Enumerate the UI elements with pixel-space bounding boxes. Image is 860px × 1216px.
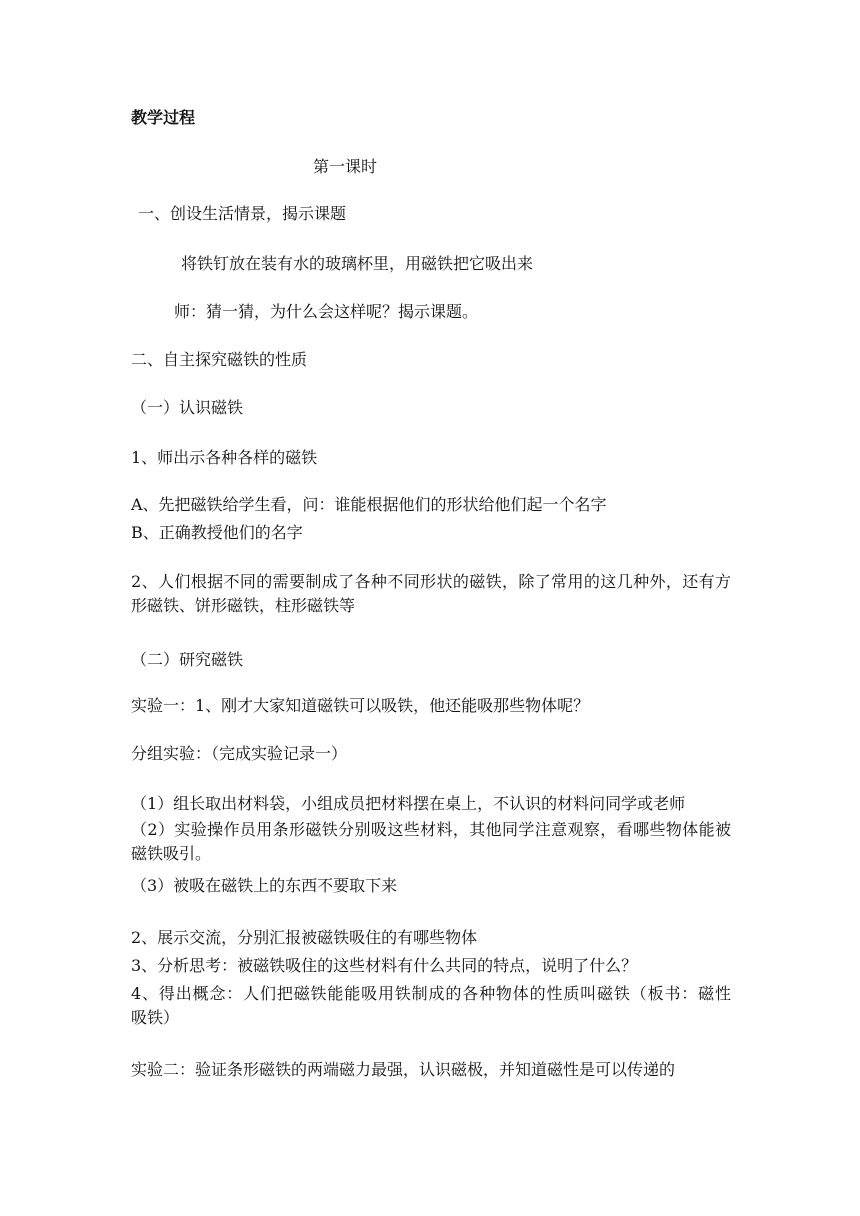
item1: 1、师出示各种各样的磁铁 <box>131 448 318 467</box>
item1-a: A、先把磁铁给学生看，问：谁能根据他们的形状给他们起一个名字 <box>131 495 607 514</box>
subsection2-title: （二）研究磁铁 <box>131 650 244 669</box>
section1-line1: 将铁钉放在装有水的玻璃杯里，用磁铁把它吸出来 <box>181 254 534 273</box>
item1-b: B、正确教授他们的名字 <box>131 523 303 542</box>
item2: 2、人们根据不同的需要制成了各种不同形状的磁铁，除了常用的这几种外，还有方形磁铁、饼形磁铁，柱形磁铁等 <box>131 572 731 615</box>
section2-title: 二、自主探究磁铁的性质 <box>131 350 308 369</box>
step1: （1）组长取出材料袋，小组成员把材料摆在桌上，不认识的材料问同学或老师 <box>131 794 686 813</box>
session-title: 第一课时 <box>313 157 378 176</box>
experiment1: 实验一：1、刚才大家知道磁铁可以吸铁，他还能吸那些物体呢？ <box>131 696 590 715</box>
section1-line2: 师：猜一猜，为什么会这样呢？揭示课题。 <box>174 302 479 321</box>
subsection1-title: （一）认识磁铁 <box>131 398 244 417</box>
group-experiment: 分组实验：（完成实验记录一） <box>131 744 348 763</box>
item2b: 2、展示交流，分别汇报被磁铁吸住的有哪些物体 <box>131 928 478 947</box>
heading: 教学过程 <box>131 108 196 127</box>
experiment2: 实验二：验证条形磁铁的两端磁力最强，认识磁极，并知道磁性是可以传递的 <box>131 1060 676 1079</box>
section1-title: 一、创设生活情景，揭示课题 <box>138 204 347 223</box>
step2: （2）实验操作员用条形磁铁分别吸这些材料，其他同学注意观察，看哪些物体能被磁铁吸引。 <box>131 820 731 863</box>
item3: 3、分析思考：被磁铁吸住的这些材料有什么共同的特点，说明了什么？ <box>131 956 638 975</box>
item4: 4、得出概念：人们把磁铁能能吸用铁制成的各种物体的性质叫磁铁（板书：磁性 吸铁） <box>131 984 748 1027</box>
step3: （3）被吸在磁铁上的东西不要取下来 <box>131 876 398 895</box>
